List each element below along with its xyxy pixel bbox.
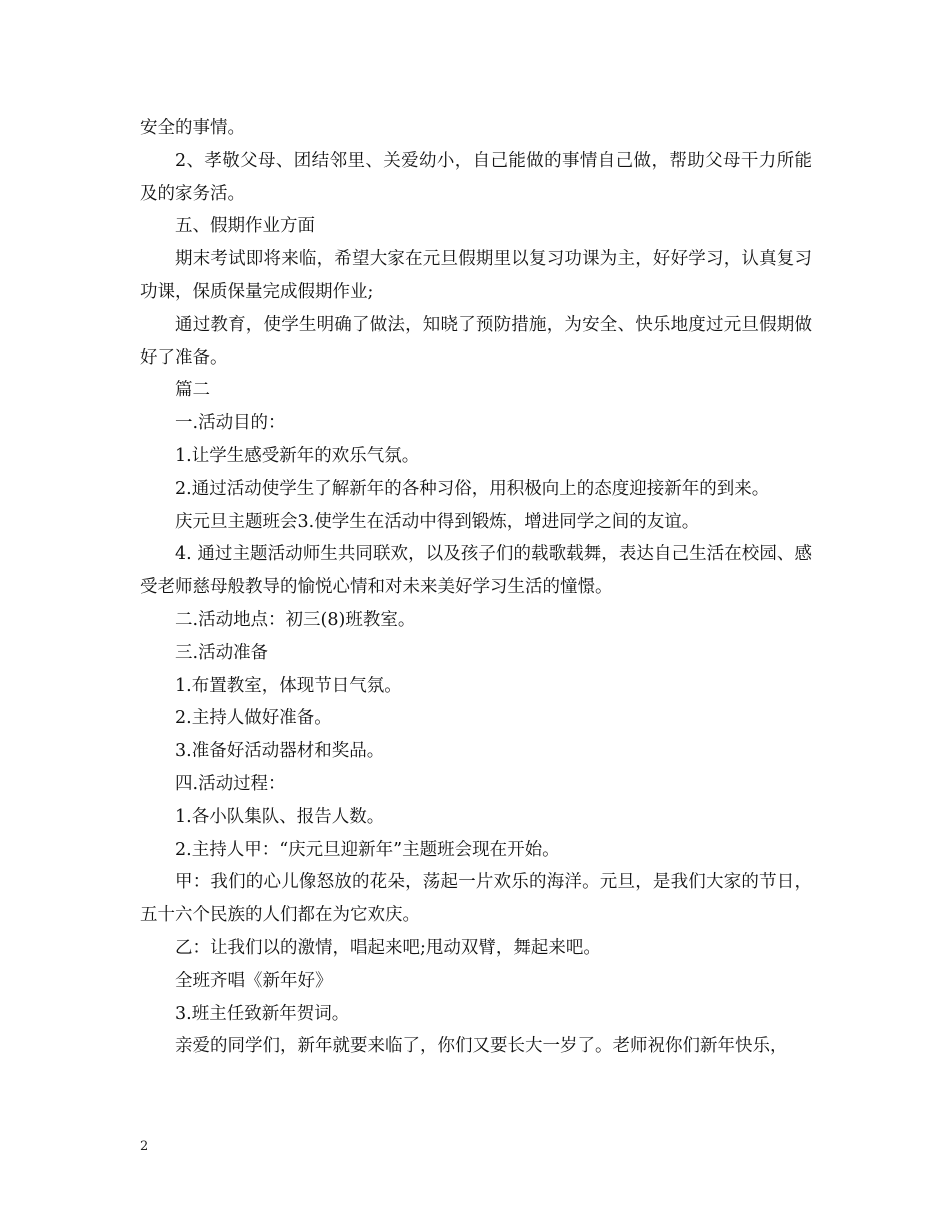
section-heading-location: 二.活动地点：初三(8)班教室。 <box>175 609 416 630</box>
paragraph-23: 亲爱的同学们，新年就要来临了，你们又要长大一岁了。老师祝你们新年快乐， <box>175 1036 788 1057</box>
paragraph-20: 乙：让我们以的激情，唱起来吧;甩动双臂，舞起来吧。 <box>175 937 601 958</box>
paragraph-10: 4. 通过主题活动师生共同联欢，以及孩子们的载歌载舞，表达自己生活在校园、感受老师慈母般教导的愉悦心情和对未来美好学习生活的憧憬。 <box>140 544 812 598</box>
section-heading-process: 四.活动过程： <box>175 773 286 794</box>
section-heading-preparation: 三.活动准备 <box>175 642 269 663</box>
page-number: 2 <box>140 1139 149 1154</box>
paragraph-9: 庆元旦主题班会3.使学生在活动中得到锻炼，增进同学之间的友谊。 <box>175 511 700 532</box>
paragraph-7: 1.让学生感受新年的欢乐气氛。 <box>175 445 420 466</box>
paragraph-1: 2、孝敬父母、团结邻里、关爱幼小，自己能做的事情自己做，帮助父母干力所能及的家务活。 <box>140 150 812 204</box>
paragraph-17: 1.各小队集队、报告人数。 <box>175 806 385 827</box>
document-body <box>140 112 812 1063</box>
paragraph-21: 全班齐唱《新年好》 <box>175 970 333 991</box>
paragraph-8: 2.通过活动使学生了解新年的各种习俗，用积极向上的态度迎接新年的到来。 <box>175 478 770 499</box>
section-heading-homework: 五、假期作业方面 <box>175 216 315 237</box>
paragraph-15: 3.准备好活动器材和奖品。 <box>175 741 385 762</box>
section-heading-purpose: 一.活动目的： <box>175 413 286 434</box>
paragraph-0: 安全的事情。 <box>140 118 245 138</box>
paragraph-13: 1.布置教室，体现节日气氛。 <box>175 675 402 696</box>
paragraph-4: 通过教育，使学生明确了做法，知晓了预防措施，为安全、快乐地度过元旦假期做好了准备。 <box>140 314 812 368</box>
section-heading-part-two: 篇二 <box>175 380 210 401</box>
paragraph-14: 2.主持人做好准备。 <box>175 708 332 729</box>
paragraph-19: 甲：我们的心儿像怒放的花朵，荡起一片欢乐的海洋。元旦，是我们大家的节日，五十六个民族的人们都在为它欢庆。 <box>140 872 812 926</box>
paragraph-22: 3.班主任致新年贺词。 <box>175 1003 350 1024</box>
paragraph-18: 2.主持人甲：“庆元旦迎新年”主题班会现在开始。 <box>175 839 560 860</box>
paragraph-3: 期末考试即将来临，希望大家在元旦假期里以复习功课为主，好好学习，认真复习功课，保质保量完成假期作业; <box>140 249 812 302</box>
